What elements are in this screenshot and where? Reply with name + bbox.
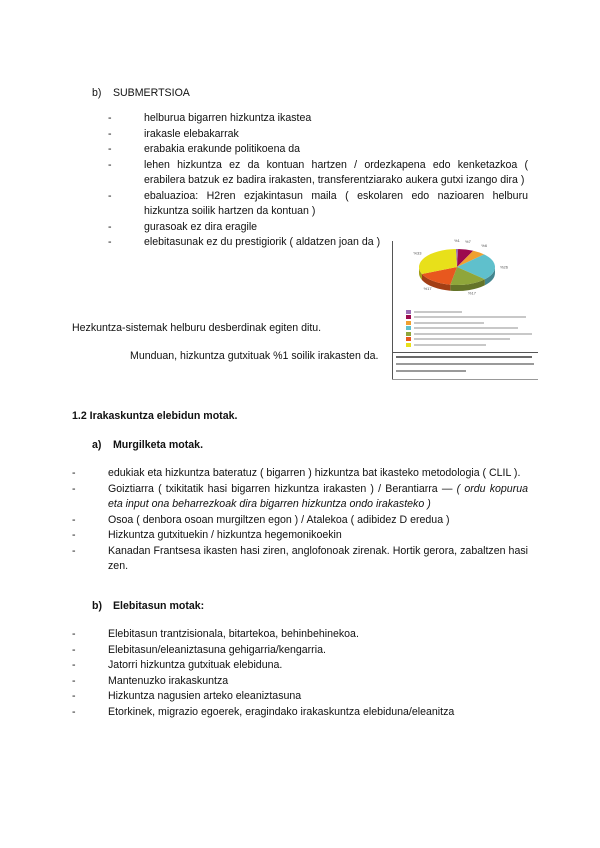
list-item xyxy=(108,189,528,220)
bullet-dash: - xyxy=(72,513,76,526)
legend-swatch xyxy=(406,310,411,314)
heading-1-2: 1.2 Irakaskuntza elebidun motak. xyxy=(72,410,238,422)
list-item-text: Goiztiarra ( txikitatik hasi bigarren hizkuntza irakasten ) / Berantiarra — xyxy=(108,482,457,495)
section-title: Murgilketa motak. xyxy=(112,439,204,451)
section-title: SUBMERTSIOA xyxy=(112,87,190,99)
section-heading-submertsioa xyxy=(92,87,190,99)
legend-text-illegible xyxy=(414,316,526,318)
list-item xyxy=(72,528,528,544)
section-title: Elebitasun motak: xyxy=(112,600,205,612)
list-item xyxy=(108,111,528,127)
list-item xyxy=(72,466,528,482)
list-item-text: gurasoak ez dira eragile xyxy=(144,220,258,233)
legend-swatch xyxy=(406,315,411,319)
list-item-text: Hizkuntza nagusien arteko eleaniztasuna xyxy=(108,690,302,702)
legend-text-illegible xyxy=(414,327,518,329)
bullet-dash: - xyxy=(108,158,112,171)
caption-line xyxy=(396,370,466,372)
list-item xyxy=(72,627,528,643)
list-item xyxy=(72,544,528,575)
bullet-dash: - xyxy=(72,482,76,495)
chart-legend xyxy=(406,309,534,347)
list-item xyxy=(108,142,528,158)
legend-swatch xyxy=(406,337,411,341)
submertsioa-list xyxy=(108,111,528,251)
pie-slice-label: %26 xyxy=(499,264,509,270)
list-item-text: Elebitasun trantzisionala, bitartekoa, behinbehinekoa. xyxy=(108,628,359,640)
list-item xyxy=(108,220,528,236)
bullet-dash: - xyxy=(108,143,112,155)
paragraph-hezkuntza: Hezkuntza-sistemak helburu desberdinak egiten ditu. xyxy=(72,322,322,334)
bullet-dash: - xyxy=(108,220,112,233)
list-item xyxy=(72,643,528,659)
legend-swatch xyxy=(406,343,411,347)
murgilketa-list xyxy=(72,466,528,575)
pie-slice-label: %6 xyxy=(481,242,488,248)
list-item-text: Hizkuntza gutxituekin / hizkuntza hegemonikoekin xyxy=(108,529,342,541)
list-item xyxy=(72,482,528,513)
heading-murgilketa-motak xyxy=(92,439,203,451)
legend-text-illegible xyxy=(414,333,532,335)
legend-text-illegible xyxy=(414,311,462,313)
list-item xyxy=(108,158,528,189)
legend-item xyxy=(406,342,534,347)
legend-text-illegible xyxy=(414,338,510,340)
list-item-text: edukiak eta hizkuntza bateratuz ( bigarren ) hizkuntza bat ikasteko metodologia ( CLIL ). xyxy=(108,467,521,479)
legend-swatch xyxy=(406,326,411,330)
bullet-dash: - xyxy=(108,189,112,202)
list-item-italic-note: ( ordu kopurua eta input ona beharrezkoak dira bigarren hizkuntza ondo irakasteko ) xyxy=(108,482,528,510)
bullet-dash: - xyxy=(72,659,76,671)
list-item xyxy=(72,658,528,674)
bullet-dash: - xyxy=(108,112,112,124)
list-item xyxy=(108,127,528,143)
list-item-text: Jatorri hizkuntza gutxituak elebiduna. xyxy=(108,659,283,671)
list-item xyxy=(72,705,528,721)
paragraph-munduan: Munduan, hizkuntza gutxituak %1 soilik irakasten da. xyxy=(130,350,379,362)
list-item-text: Etorkinek, migrazio egoerek, eragindako irakaskuntza elebiduna/eleanitza xyxy=(108,705,455,718)
list-item xyxy=(72,674,528,690)
pie-chart-figure xyxy=(392,238,538,379)
legend-text-illegible xyxy=(414,344,486,346)
list-item xyxy=(72,513,528,529)
list-item-text: lehen hizkuntza ez da kontuan hartzen / ordezkapena edo kenketazkoa ( erabilera batzuk ez badira irakasten, transferentziarako aukera gutxi izango dira ) xyxy=(144,158,528,186)
bullet-dash: - xyxy=(72,544,76,557)
pie-chart xyxy=(402,238,532,309)
pie-slice-label: %17 xyxy=(423,286,432,292)
bullet-dash: - xyxy=(72,467,76,479)
section-label: a) xyxy=(92,439,102,451)
list-item-text: Osoa ( denbora osoan murgiltzen egon ) / Atalekoa ( adibidez D eredua ) xyxy=(108,513,450,526)
bullet-dash: - xyxy=(108,236,112,248)
list-item-text: Mantenuzko irakaskuntza xyxy=(108,674,229,687)
list-item-text: helburua bigarren hizkuntza ikastea xyxy=(144,112,312,124)
list-item-text: ebaluazioa: H2ren ezjakintasun maila ( eskolaren edo nazioaren helburu hizkuntza soilik hartzen da kontuan ) xyxy=(144,189,528,217)
list-item-text: erabakia erakunde politikoena da xyxy=(144,143,301,155)
section-label: b) xyxy=(92,600,102,612)
list-item-text: Kanadan Frantsesa ikasten hasi ziren, anglofonoak zirenak. Hortik gerora, zabaltzen hasi zen. xyxy=(108,544,528,572)
list-item xyxy=(72,689,528,705)
bullet-dash: - xyxy=(72,705,76,718)
list-item-text: elebitasunak ez du prestigiorik ( aldatzen joan da ) xyxy=(144,236,381,248)
pie-slice-label: %7 xyxy=(465,238,471,244)
bullet-dash: - xyxy=(72,674,76,687)
bullet-dash: - xyxy=(108,127,112,140)
pie-slice-label: %17 xyxy=(467,290,476,296)
legend-text-illegible xyxy=(414,322,484,324)
list-item-text: Elebitasun/eleaniztasuna gehigarria/kengarria. xyxy=(108,643,326,656)
caption-line xyxy=(396,363,534,365)
caption-line xyxy=(396,356,532,358)
bullet-dash: - xyxy=(72,529,76,541)
legend-swatch xyxy=(406,332,411,336)
pie-slice-label: %33 xyxy=(413,250,422,256)
elebitasun-list xyxy=(72,627,528,720)
legend-swatch xyxy=(406,321,411,325)
bullet-dash: - xyxy=(72,643,76,656)
figure-caption xyxy=(392,352,538,380)
section-label: b) xyxy=(92,87,102,99)
pie-slice-label: %1 xyxy=(454,238,460,243)
bullet-dash: - xyxy=(72,628,76,640)
bullet-dash: - xyxy=(72,690,76,702)
list-item-text: irakasle elebakarrak xyxy=(144,127,239,140)
heading-elebitasun-motak xyxy=(92,600,204,612)
